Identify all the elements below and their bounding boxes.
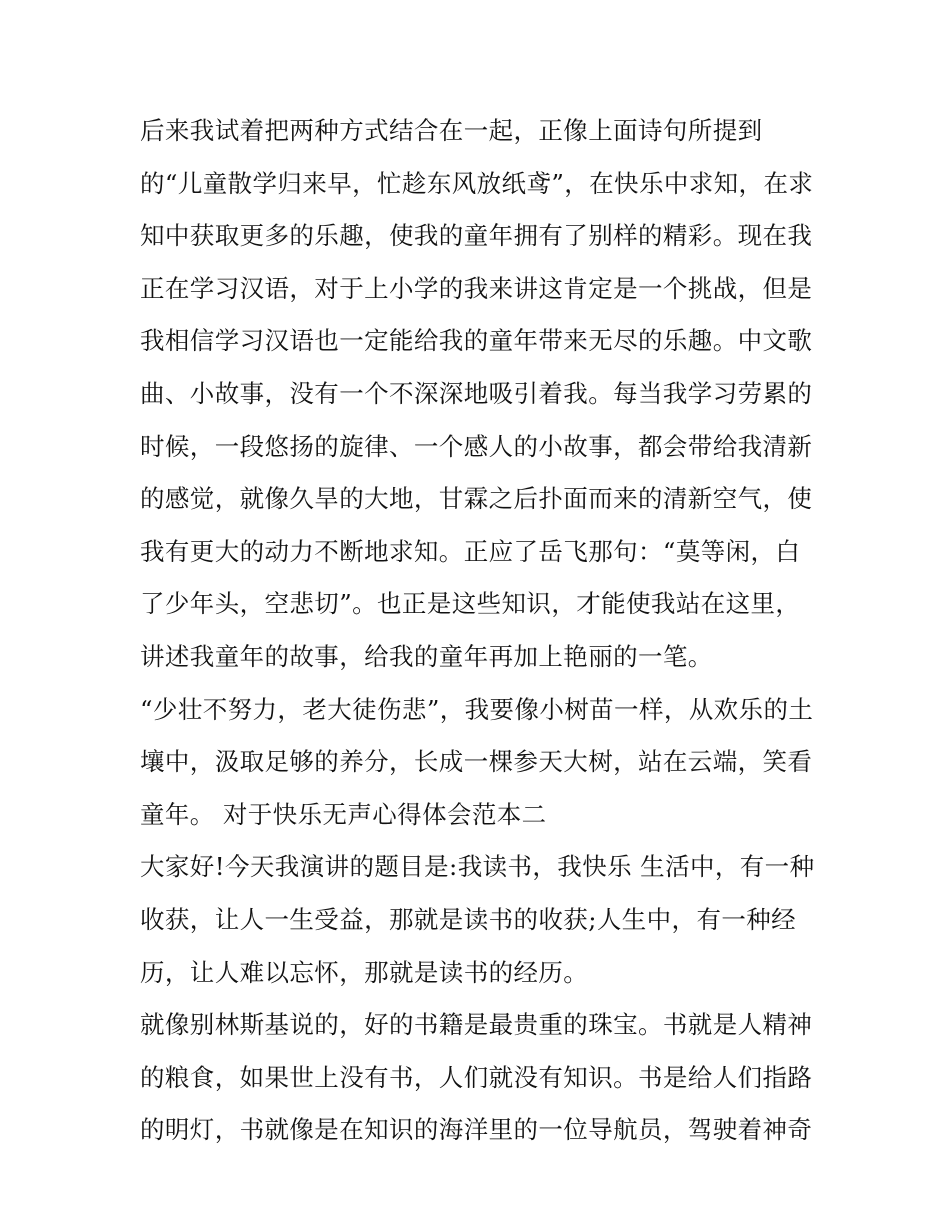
text-line-4: 正在学习汉语，对于上小学的我来讲这肯定是一个挑战，但是 — [140, 273, 813, 303]
text-line-3: 知中获取更多的乐趣，使我的童年拥有了别样的精彩。现在我 — [140, 221, 813, 251]
text-line-17: 历，让人难以忘怀，那就是读书的经历。 — [140, 957, 589, 987]
text-line-12: “少壮不努力，老大徒伤悲”，我要像小树苗一样，从欢乐的土 — [140, 694, 814, 724]
text-line-10: 了少年头，空悲切”。也正是这些知识，才能使我站在这里， — [140, 589, 801, 619]
text-line-9: 我有更大的动力不断地求知。正应了岳飞那句：“莫等闲，白 — [140, 536, 801, 566]
text-line-18: 就像别林斯基说的，好的书籍是最贵重的珠宝。书就是人精神 — [140, 1010, 813, 1040]
text-line-11: 讲述我童年的故事，给我的童年再加上艳丽的一笔。 — [140, 641, 713, 671]
text-line-2: 的“儿童散学归来早，忙趁东风放纸鸢”，在快乐中求知，在求 — [140, 168, 814, 198]
text-line-7: 时候，一段悠扬的旋律、一个感人的小故事，都会带给我清新 — [140, 431, 813, 461]
text-line-8: 的感觉，就像久旱的大地，甘霖之后扑面而来的清新空气，使 — [140, 484, 813, 514]
body-text — [140, 105, 830, 1157]
text-line-20: 的明灯，书就像是在知识的海洋里的一位导航员，驾驶着神奇 — [140, 1115, 813, 1145]
text-line-1: 后来我试着把两种方式结合在一起，正像上面诗句所提到 — [140, 116, 763, 145]
text-line-14: 童年。 对于快乐无声心得体会范本二 — [140, 799, 547, 829]
text-line-16: 收获，让人一生受益，那就是读书的收获;人生中，有一种经 — [140, 904, 797, 934]
text-line-15: 大家好!今天我演讲的题目是:我读书，我快乐 生活中，有一种 — [140, 852, 815, 882]
text-line-5: 我相信学习汉语也一定能给我的童年带来无尽的乐趣。中文歌 — [140, 326, 813, 356]
text-line-19: 的粮食，如果世上没有书，人们就没有知识。书是给人们指路 — [140, 1062, 813, 1092]
text-line-13: 壤中，汲取足够的养分，长成一棵参天大树，站在云端，笑看 — [140, 747, 813, 777]
text-line-6: 曲、小故事，没有一个不深深地吸引着我。每当我学习劳累的 — [140, 378, 813, 408]
